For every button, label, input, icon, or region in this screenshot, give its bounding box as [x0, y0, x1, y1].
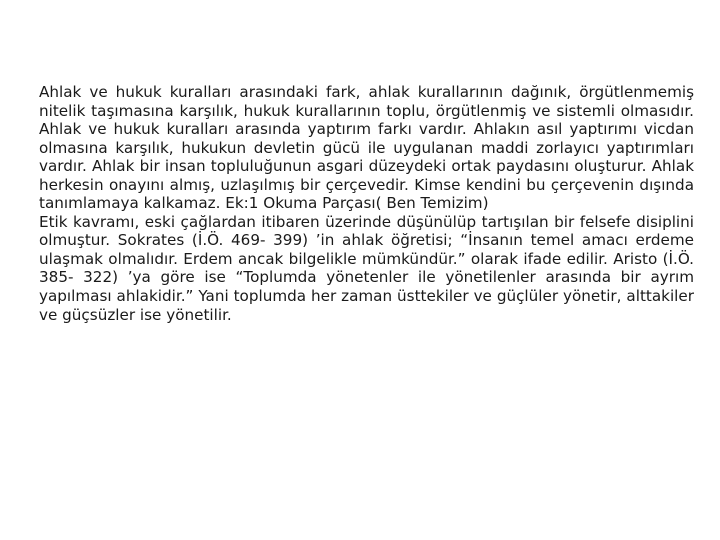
paragraph-etik-kavrami: Etik kavramı, eski çağlardan itibaren üzerinde düşünülüp tartışılan bir felsefe disiplini olmuştur. Sokrates (İ.Ö. 469- 399) ’in ahlak öğretisi; “İnsanın temel amacı erdeme ulaşmak olmalıdır. Erdem ancak bilgelikle mümkündür.” olarak ifade edilir. Aristo (İ.Ö. 385- 322) ’ya göre ise “Toplumda yönetenler ile yönetilenler arasında bir ayrım yapılması ahlakidir.” Yani toplumda her zaman üsttekiler ve güçlüler yönetir, alttakiler ve güçsüzler ise yönetilir.: [39, 212, 694, 324]
text-body: [39, 83, 694, 324]
paragraph-ahlak-hukuk: Ahlak ve hukuk kuralları arasındaki fark, ahlak kurallarının dağınık, örgütlenmemiş nitelik taşımasına karşılık, hukuk kurallarının toplu, örgütlenmiş ve sistemli olmasıdır. Ahlak ve hukuk kuralları arasında yaptırım farkı vardır. Ahlakın asıl yaptırımı vicdan olmasına karşılık, hukukun devletin gücü ile uygulanan maddi zorlayıcı yaptırımları vardır. Ahlak bir insan topluluğunun asgari düzeydeki ortak paydasını oluşturur. Ahlak herkesin onayını almış, uzlaşılmış bir çerçevedir. Kimse kendini bu çerçevenin dışında tanımlamaya kalkamaz. Ek:1 Okuma Parçası( Ben Temizim): [39, 83, 694, 213]
